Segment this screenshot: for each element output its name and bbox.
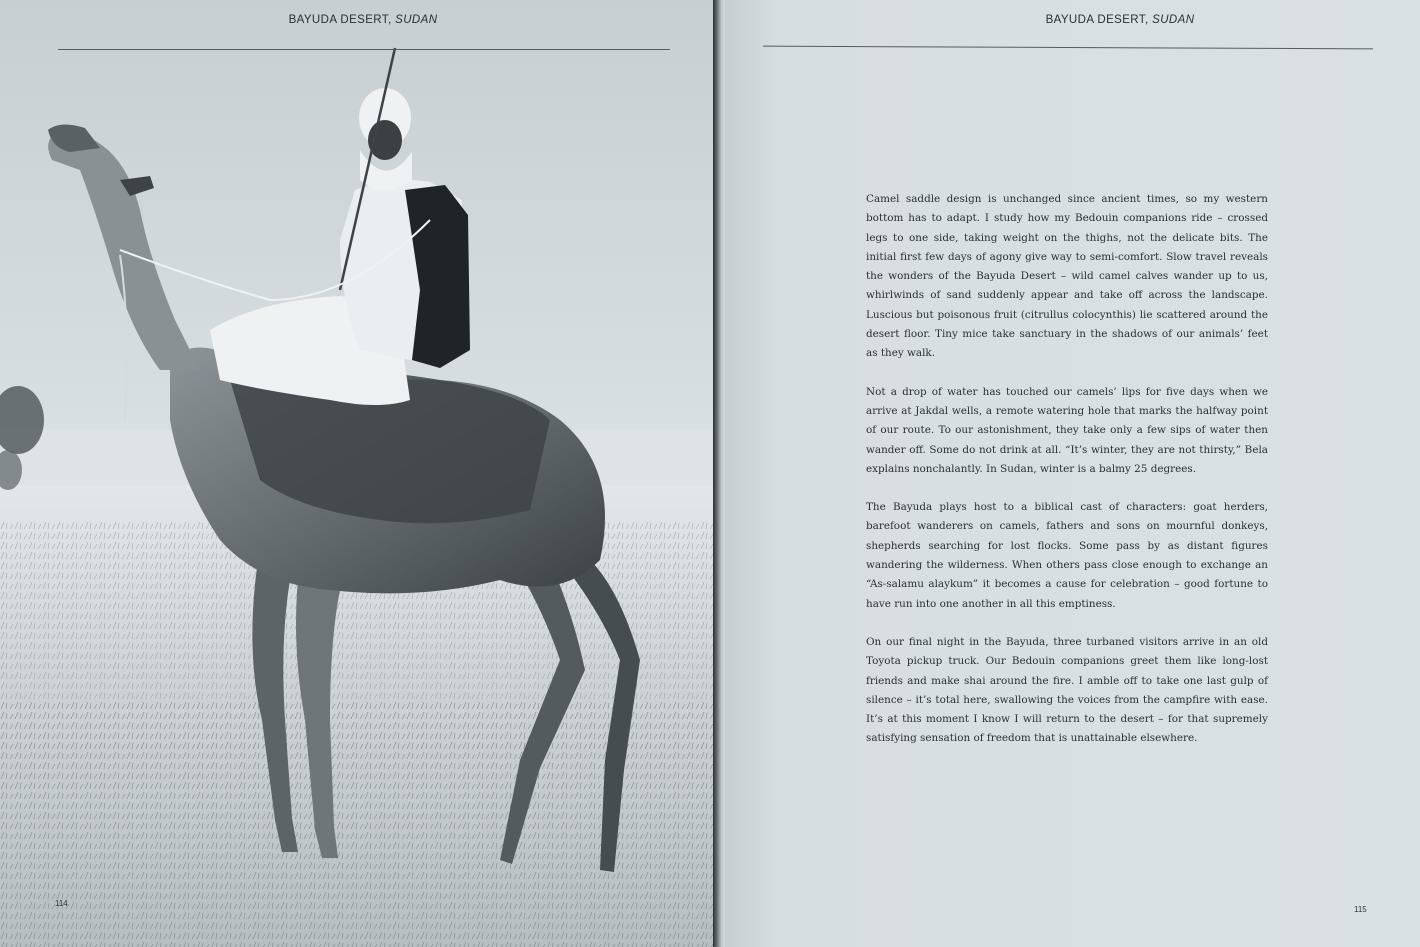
- left-page-number: 114: [55, 899, 68, 908]
- header-country: SUDAN: [395, 14, 438, 26]
- book-gutter: [713, 0, 725, 947]
- paragraph: The Bayuda plays host to a biblical cast of characters: goat herders, barefoot wanderers on camels, fathers and sons on mournful donkeys, shepherds searching for lost flocks. Some pass by as distant figures wandering the wilderness. When others pass close enough to exchange an “As-salamu alaykum” it becomes a cause for celebration – good fortune to have run into one another in all this emptiness.: [866, 501, 1268, 610]
- paragraph: Camel saddle design is unchanged since ancient times, so my western bottom has to adapt. I study how my Bedouin companions ride – crossed legs to one side, taking weight on the thighs, not the delicate bits. The initial first few days of agony give way to semi-comfort. Slow travel reveals the wonders of the Bayuda Desert – wild camel calves wander up to us, whirlwinds of sand suddenly appear and take off across the landscape. Luscious but poisonous fruit (citrullus colocynthis) lie scattered around the desert floor. Tiny mice take sanctuary in the shadows of our animals’ feet as they walk.: [866, 193, 1268, 360]
- article-body: [866, 190, 1268, 768]
- right-page-header: [725, 14, 1420, 26]
- paragraph: Not a drop of water has touched our camels’ lips for five days when we arrive at Jakdal wells, a remote watering hole that marks the halfway point of our route. To our astonishment, they take only a few sips of water then wander off. Some do not drink at all. “It’s winter, they are not thirsty,” Bela explains nonchalantly. In Sudan, winter is a balmy 25 degrees.: [866, 385, 1268, 475]
- left-page-header: [0, 14, 716, 26]
- header-rule: [58, 49, 670, 50]
- paragraph: On our final night in the Bayuda, three turbaned visitors arrive in an old Toyota pickup truck. Our Bedouin companions greet them like long-lost friends and make shai around the fire. I amble off to take one last gulp of silence – it’s total here, swallowing the voices from the campfire with ease. It’s at this moment I know I will return to the desert – for that supremely satisfying sensation of freedom that is unattainable elsewhere.: [866, 635, 1268, 745]
- right-page-number: 115: [1354, 905, 1367, 914]
- header-place: BAYUDA DESERT,: [1045, 14, 1149, 26]
- header-country: SUDAN: [1152, 14, 1195, 26]
- header-place: BAYUDA DESERT,: [288, 14, 392, 26]
